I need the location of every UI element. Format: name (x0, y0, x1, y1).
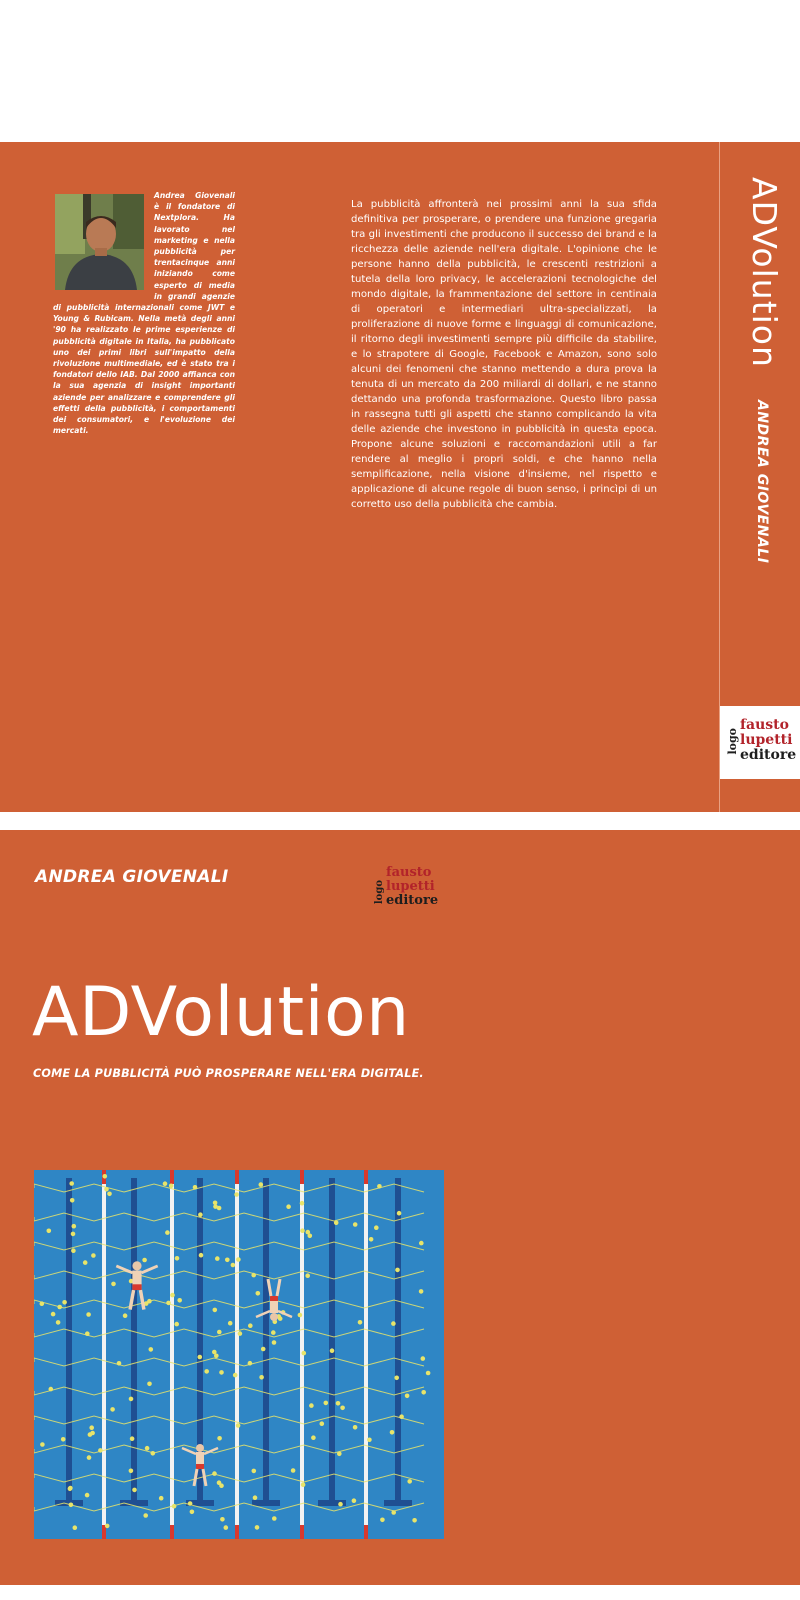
pool-buoy-dot (308, 1234, 313, 1239)
pool-lane-marker (329, 1178, 335, 1503)
pool-buoy-dot (309, 1403, 314, 1408)
pool-buoy-dot (129, 1469, 134, 1474)
pool-buoy-dot (228, 1321, 233, 1326)
pool-buoy-dot (70, 1198, 75, 1203)
pool-buoy-dot (85, 1493, 90, 1498)
pool-buoy-dot (301, 1482, 306, 1487)
pool-buoy-dot (426, 1371, 431, 1376)
logo-line-lupetti: lupetti (740, 732, 793, 748)
pool-buoy-dot (395, 1268, 400, 1273)
pool-buoy-dot (213, 1204, 218, 1209)
pool-buoy-dot (298, 1313, 303, 1318)
pool-buoy-dot (123, 1313, 128, 1318)
pool-buoy-dot (300, 1201, 305, 1206)
pool-buoy-dot (213, 1308, 218, 1313)
front-logo-line-editore: editore (386, 893, 439, 908)
pool-buoy-dot (407, 1479, 412, 1484)
front-subtitle: COME LA PUBBLICITÀ PUÒ PROSPERARE NELL'ERA DIGITALE. (33, 1067, 424, 1080)
pool-buoy-dot (399, 1414, 404, 1419)
pool-buoy-dot (212, 1471, 217, 1476)
front-author: ANDREA GIOVENALI (35, 867, 229, 887)
pool-buoy-dot (220, 1517, 225, 1522)
pool-buoy-dot (421, 1390, 426, 1395)
pool-buoy-dot (217, 1436, 222, 1441)
pool-buoy-dot (98, 1448, 103, 1453)
pool-buoy-dot (71, 1248, 76, 1253)
pool-lane-divider (235, 1170, 239, 1539)
pool-buoy-dot (305, 1273, 310, 1278)
pool-buoy-dot (142, 1258, 147, 1263)
pool-buoy-dot (89, 1425, 94, 1430)
pool-lane-divider-bottom (300, 1525, 304, 1539)
pool-buoy-dot (68, 1487, 73, 1492)
front-title: ADVolution (32, 973, 410, 1052)
pool-buoy-dot (259, 1375, 264, 1380)
pool-buoy-dot (369, 1237, 374, 1242)
swimmer-part (270, 1296, 278, 1301)
pool-buoy-dot (117, 1361, 122, 1366)
pool-buoy-dot (236, 1257, 241, 1262)
pool-buoy-dot (367, 1438, 372, 1443)
pool-buoy-dot (87, 1455, 92, 1460)
pool-buoy-dot (147, 1299, 152, 1304)
pool-buoy-dot (248, 1361, 253, 1366)
pool-buoy-dot (165, 1230, 170, 1235)
pool-buoy-dot (261, 1347, 266, 1352)
pool-buoy-dot (217, 1480, 222, 1485)
pool-buoy-dot (419, 1241, 424, 1246)
pool-buoy-dot (199, 1253, 204, 1258)
pool-lane-divider-bottom (235, 1525, 239, 1539)
pool-buoy-dot (145, 1446, 150, 1451)
spine-publisher-logo (720, 706, 800, 779)
pool-lane-marker (263, 1178, 269, 1503)
pool-buoy-dot (421, 1356, 426, 1361)
pool-buoy-dot (198, 1355, 203, 1360)
pool-lane-divider-top (235, 1170, 239, 1184)
pool-buoy-dot (219, 1370, 224, 1375)
pool-buoy-dot (198, 1212, 203, 1217)
pool-buoy-dot (212, 1350, 217, 1355)
pool-buoy-dot (71, 1232, 76, 1237)
pool-buoy-dot (40, 1442, 45, 1447)
pool-buoy-dot (412, 1518, 417, 1523)
pool-buoy-dot (143, 1513, 148, 1518)
pool-buoy-dot (352, 1498, 357, 1503)
front-publisher-logo (374, 866, 446, 916)
spine-author (748, 400, 776, 590)
pool-lane-divider (170, 1170, 174, 1539)
pool-buoy-dot (49, 1387, 54, 1392)
pool-buoy-dot (57, 1305, 62, 1310)
pool-buoy-dot (149, 1347, 154, 1352)
pool-buoy-dot (69, 1181, 74, 1186)
pool-buoy-dot (172, 1504, 177, 1509)
swimmer-part (132, 1284, 141, 1290)
pool-buoy-dot (358, 1320, 363, 1325)
pool-buoy-dot (236, 1423, 241, 1428)
pool-buoy-dot (233, 1373, 238, 1378)
pool-buoy-dot (252, 1469, 257, 1474)
pool-buoy-dot (391, 1510, 396, 1515)
pool-buoy-dot (103, 1174, 108, 1179)
pool-buoy-dot (47, 1229, 52, 1234)
pool-buoy-dot (163, 1181, 168, 1186)
pool-buoy-dot (51, 1312, 56, 1317)
pool-buoy-dot (130, 1436, 135, 1441)
pool-buoy-dot (151, 1451, 156, 1456)
pool-lane-divider-top (300, 1170, 304, 1184)
pool-buoy-dot (90, 1431, 95, 1436)
pool-buoy-dot (129, 1397, 134, 1402)
pool-buoy-dot (377, 1184, 382, 1189)
pool-buoy-dot (174, 1322, 179, 1327)
pool-buoy-dot (40, 1301, 45, 1306)
front-cover (0, 830, 800, 1585)
pool-buoy-dot (234, 1192, 239, 1197)
pool-buoy-dot (111, 1282, 116, 1287)
pool-buoy-dot (286, 1204, 291, 1209)
pool-buoy-dot (248, 1323, 253, 1328)
pool-buoy-dot (159, 1496, 164, 1501)
pool-buoy-dot (330, 1348, 335, 1353)
pool-buoy-dot (320, 1421, 325, 1426)
pool-lane-divider (364, 1170, 368, 1539)
logo-line-fausto: fausto (740, 717, 789, 733)
pool-buoy-dot (85, 1331, 90, 1336)
pool-buoy-dot (256, 1291, 261, 1296)
swimmer-part (196, 1444, 204, 1452)
logo-line-editore: editore (740, 747, 797, 763)
pool-buoy-dot (390, 1430, 395, 1435)
pool-buoy-dot (340, 1406, 345, 1411)
pool-buoy-dot (338, 1502, 343, 1507)
pool-buoy-dot (217, 1330, 222, 1335)
pool-buoy-dot (380, 1518, 385, 1523)
spine-title-text: ADVolution (745, 177, 784, 368)
back-cover-blurb: La pubblicità affronterà nei prossimi anni la sua sfida definitiva per prosperare, o prendere una funzione gregaria tra gli investimenti che producono il successo dei brand e la ricchezza delle aziende nell'era digitale. L'opinione che le persone hanno della pubblicità, le crescenti restrizioni a tutela della loro privacy, le accelerazioni tecnologiche del mondo digitale, la frammentazione del settore in centinaia di operatori e intermediari ultra-specializzati, la proliferazione di nuove forme e linguaggi di comunicazione, il ritorno degli investimenti sempre più difficile da stabilire, e lo strapotere di Google, Facebook e Amazon, sono solo alcuni dei fenomeni che stanno mettendo a dura prova la tenuta di un mercato da 200 miliardi di dollari, e ne stanno dettando una profonda trasformazione. Questo libro passa in rassegna tutti gli aspetti che stanno complicando la vita delle aziende che investono in pubblicità in questa epoca. Propone alcune soluzioni e raccomandazioni utili a far rendere al meglio i propri soldi, e che hanno nella semplificazione, nella visione d'insieme, nel rispetto e applicazione di alcune regole di buon senso, i princìpi di un corretto uso della pubblicità che cambia. (351, 199, 657, 510)
pool-buoy-dot (397, 1211, 402, 1216)
pool-buoy-dot (334, 1221, 339, 1226)
pool-buoy-dot (255, 1525, 260, 1530)
pool-buoy-dot (311, 1435, 316, 1440)
pool-buoy-dot (104, 1187, 109, 1192)
pool-buoy-dot (253, 1495, 258, 1500)
pool-lane-marker (66, 1178, 72, 1503)
pool-buoy-dot (190, 1510, 195, 1515)
pool-buoy-dot (86, 1312, 91, 1317)
pool-buoy-dot (394, 1376, 399, 1381)
pool-buoy-dot (132, 1488, 137, 1493)
pool-buoy-dot (238, 1331, 243, 1336)
pool-buoy-dot (105, 1524, 110, 1529)
pool-buoy-dot (353, 1222, 358, 1227)
pool-buoy-dot (170, 1293, 175, 1298)
pool-buoy-dot (224, 1525, 229, 1530)
pool-buoy-dot (175, 1256, 180, 1261)
pool-buoy-dot (188, 1501, 193, 1506)
pool-buoy-dot (259, 1182, 264, 1187)
pool-buoy-dot (193, 1185, 198, 1190)
swimmer-part (270, 1313, 278, 1321)
back-cover (0, 142, 800, 812)
pool-buoy-dot (337, 1452, 342, 1457)
pool-buoy-dot (69, 1503, 74, 1508)
pool-buoy-dot (353, 1425, 358, 1430)
pool-buoy-dot (336, 1401, 341, 1406)
pool-buoy-dot (374, 1225, 379, 1230)
pool-lane-divider-top (170, 1170, 174, 1184)
pool-buoy-dot (225, 1258, 230, 1263)
pool-buoy-dot (405, 1394, 410, 1399)
spine-title (744, 177, 784, 368)
pool-buoy-dot (56, 1320, 61, 1325)
pool-buoy-dot (72, 1224, 77, 1229)
pool-buoy-dot (302, 1351, 307, 1356)
pool-buoy-dot (177, 1298, 182, 1303)
pool-buoy-dot (300, 1228, 305, 1233)
logo-side-text: logo (726, 728, 739, 755)
pool-buoy-dot (73, 1525, 78, 1530)
pool-buoy-dot (215, 1256, 220, 1261)
swimmer-part (132, 1261, 141, 1270)
pool-buoy-dot (391, 1321, 396, 1326)
pool-lane-marker (395, 1178, 401, 1503)
pool-buoy-dot (324, 1401, 329, 1406)
pool-lane-marker-t (384, 1500, 412, 1506)
author-bio: Andrea Giovenali è il fondatore di Nextplora. Ha lavorato nel marketing e nella pubblicità per trentacinque anni iniziando come esperto di media in grandi agenzie di pubblicità internazionali come JWT e Young & Rubicam. Nella metà degli anni '90 ha realizzato le prime esperienze di pubblicità digitale in Italia, ha pubblicato uno dei primi libri sull'impatto della rivoluzione multimediale, ed è stato tra i fondatori dello IAB. Dal 2000 affianca con la sua agenzia di insight importanti aziende per analizzare e comprendere gli effetti della pubblicità, i comportamenti dei consumatori, e l'evoluzione dei mercati. (53, 191, 235, 436)
spine-author-text: ANDREA GIOVENALI (754, 400, 770, 564)
swimmer-part (196, 1464, 204, 1469)
front-logo-line-lupetti: lupetti (386, 879, 435, 894)
pool-buoy-dot (166, 1301, 171, 1306)
pool-buoy-dot (62, 1300, 67, 1305)
pool-lane-divider (102, 1170, 106, 1539)
pool-lane-divider-bottom (170, 1525, 174, 1539)
pool-buoy-dot (110, 1407, 115, 1412)
front-logo-side-text: logo (374, 880, 385, 905)
pool-lane-divider-top (364, 1170, 368, 1184)
pool-lane-marker (131, 1178, 137, 1503)
pool-buoy-dot (272, 1340, 277, 1345)
pool-buoy-dot (231, 1263, 236, 1268)
pool-buoy-dot (83, 1260, 88, 1265)
pool-lane-divider-bottom (364, 1525, 368, 1539)
pool-buoy-dot (91, 1253, 96, 1258)
pool-buoy-dot (107, 1192, 112, 1197)
pool-buoy-dot (419, 1289, 424, 1294)
pool-buoy-dot (271, 1330, 276, 1335)
pool-illustration (34, 1170, 444, 1539)
pool-buoy-dot (169, 1184, 174, 1189)
pool-lane-marker-t (252, 1500, 280, 1506)
pool-buoy-dot (61, 1437, 66, 1442)
pool-buoy-dot (251, 1273, 256, 1278)
pool-buoy-dot (204, 1369, 209, 1374)
pool-buoy-dot (147, 1382, 152, 1387)
pool-buoy-dot (272, 1516, 277, 1521)
pool-buoy-dot (291, 1468, 296, 1473)
front-logo-line-fausto: fausto (386, 865, 432, 880)
